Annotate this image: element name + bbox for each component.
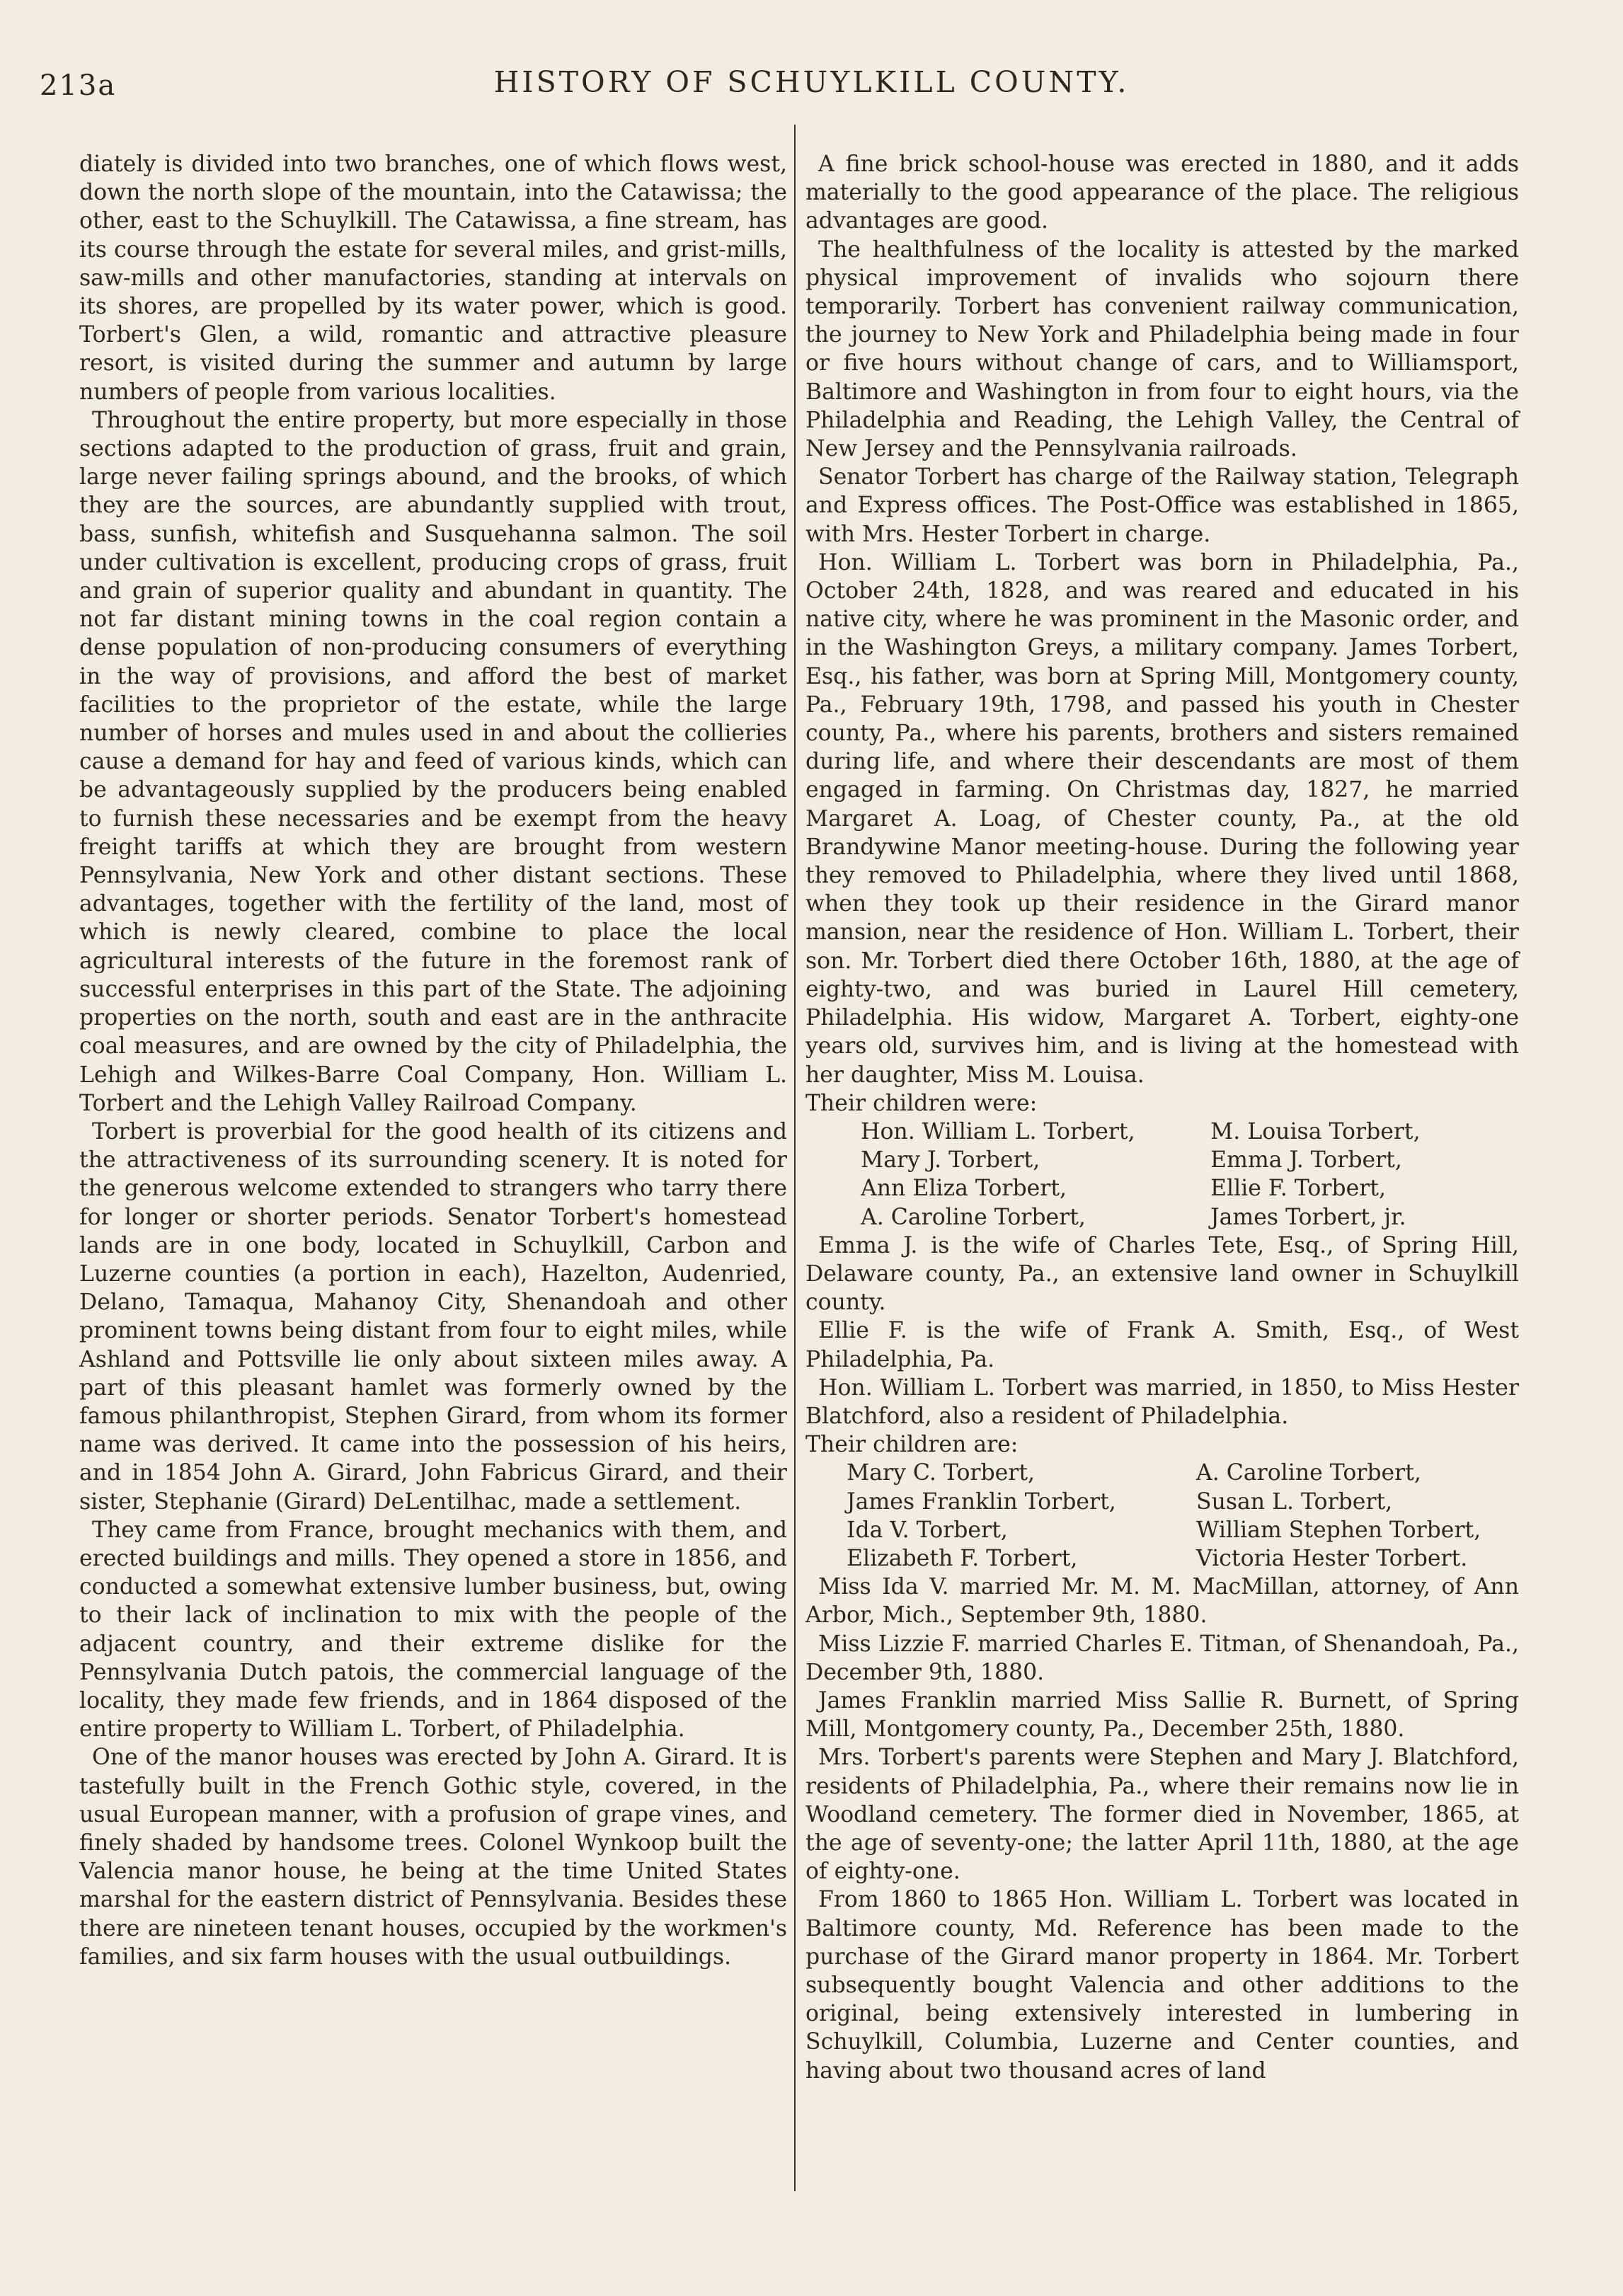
list-item: William Stephen Torbert, [1196, 1517, 1481, 1543]
list-item: Susan L. Torbert, [1196, 1488, 1393, 1515]
list-item: James Franklin Torbert, [847, 1488, 1116, 1515]
paragraph: From 1860 to 1865 Hon. William L. Torbert was located in Baltimore county, Md. Reference has been made to the purchase of the Girard manor property in 1864. Mr. Torbert subsequently bought Valencia and other additions to the original, being extensively interested in lumbering in Schuylkill, Columbia, Luzerne and Center counties, and having about two thousand acres of land [805, 1887, 1519, 2084]
children-intro: Their children are: [805, 1432, 1019, 1458]
paragraph: Mrs. Torbert's parents were Stephen and Mary J. Blatchford, residents of Philadelphia, Pa., where their remains now lie in Woodland cemetery. The former died in November, 1865, at the age of seventy-one; the latter April 11th, 1880, at the age of eighty-one. [805, 1745, 1519, 1885]
children-list [847, 1459, 1519, 1573]
paragraph: Senator Torbert has charge of the Railway station, Telegraph and Express offices. The Post-Office was established in 1865, with Mrs. Hester Torbert in charge. [805, 464, 1519, 547]
list-item: Mary J. Torbert, [861, 1147, 1040, 1173]
list-item: A. Caroline Torbert, [861, 1204, 1086, 1230]
list-item: M. Louisa Torbert, [1210, 1118, 1421, 1144]
children-intro: Their children were: [805, 1090, 1038, 1116]
page-number: 213a [40, 69, 117, 102]
list-item: James Torbert, jr. [1210, 1204, 1406, 1230]
paragraph: Miss Ida V. married Mr. M. M. MacMillan, attorney, of Ann Arbor, Mich., September 9th, 1880. [805, 1574, 1519, 1629]
list-item: Ann Eliza Torbert, [861, 1176, 1067, 1202]
paragraph: James Franklin married Miss Sallie R. Burnett, of Spring Mill, Montgomery county, Pa., December 25th, 1880. [805, 1687, 1519, 1743]
paragraph: The healthfulness of the locality is attested by the marked physical improvement of invalids who sojourn there temporarily. Torbert has convenient railway communication, the journey to New York and Philadelphia being made in four or five hours without change of cars, and to Williamsport, Baltimore and Washington in from four to eight hours, via the Philadelphia and Reading, the Lehigh Valley, the Central of New Jersey and the Pennsylvania railroads. [805, 236, 1519, 462]
list-item: Elizabeth F. Torbert, [847, 1545, 1078, 1571]
right-column [805, 150, 1519, 2085]
left-column [79, 150, 787, 1971]
paragraph: diately is divided into two branches, one of which flows west, down the north slope of the mountain, into the Catawissa; the other, east to the Schuylkill. The Catawissa, a fine stream, has its course through the estate for several miles, and grist-mills, saw-mills and other manufactories, standing at intervals on its shores, are propelled by its water power, which is good. Torbert's Glen, a wild, romantic and attractive pleasure resort, is visited during the summer and autumn by large numbers of people from various localities. [79, 151, 787, 405]
running-title: HISTORY OF SCHUYLKILL COUNTY. [493, 65, 1130, 99]
paragraph: Hon. William L. Torbert was born in Philadelphia, Pa., October 24th, 1828, and was reared and educated in his native city, where he was prominent in the Masonic order, and in the Washington Greys, a military company. James Torbert, Esq., his father, was born at Spring Mill, Montgomery county, Pa., February 19th, 1798, and passed his youth in Chester county, Pa., where his parents, brothers and sisters remained during life, and where their descendants are most of them engaged in farming. On Christmas day, 1827, he married Margaret A. Loag, of Chester county, Pa., at the old Brandywine Manor meeting-house. During the following year they removed to Philadelphia, where they lived until 1868, when they took up their residence in the Girard manor mansion, near the residence of Hon. William L. Torbert, their son. Mr. Torbert died there October 16th, 1880, at the age of eighty-two, and was buried in Laurel Hill cemetery, Philadelphia. His widow, Margaret A. Torbert, eighty-one years old, survives him, and is living at the homestead with her daughter, Miss M. Louisa. [805, 549, 1519, 1088]
paragraph: Hon. William L. Torbert was married, in 1850, to Miss Hester Blatchford, also a resident of Philadelphia. [805, 1374, 1519, 1429]
list-item: Ellie F. Torbert, [1210, 1176, 1386, 1202]
list-item: Ida V. Torbert, [847, 1517, 1008, 1543]
paragraph: Torbert is proverbial for the good health of its citizens and the attractiveness of its surrounding scenery. It is noted for the generous welcome extended to strangers who tarry there for longer or shorter periods. Senator Torbert's homestead lands are in one body, located in Schuylkill, Carbon and Luzerne counties (a portion in each), Hazelton, Audenried, Delano, Tamaqua, Mahanoy City, Shenandoah and other prominent towns being distant from four to eight miles, while Ashland and Pottsville lie only about sixteen miles away. A part of this pleasant hamlet was formerly owned by the famous philanthropist, Stephen Girard, from whom its former name was derived. It came into the possession of his heirs, and in 1854 John A. Girard, John Fabricus Girard, and their sister, Stephanie (Girard) DeLentilhac, made a settlement. [79, 1118, 787, 1515]
column-divider [794, 125, 796, 2191]
list-item: Emma J. Torbert, [1210, 1147, 1402, 1173]
paragraph: They came from France, brought mechanics with them, and erected buildings and mills. They opened a store in 1856, and conducted a somewhat extensive lumber business, but, owing to their lack of inclination to mix with the people of the adjacent country, and their extreme dislike for the Pennsylvania Dutch patois, the commercial language of the locality, they made few friends, and in 1864 disposed of the entire property to William L. Torbert, of Philadelphia. [79, 1517, 787, 1743]
list-item: A. Caroline Torbert, [1196, 1460, 1421, 1486]
paragraph: Throughout the entire property, but more especially in those sections adapted to the production of grass, fruit and grain, large never failing springs abound, and the brooks, of which they are the sources, are abundantly supplied with trout, bass, sunfish, whitefish and Susquehanna salmon. The soil under cultivation is excellent, producing crops of grass, fruit and grain of superior quality and abundant in quantity. The not far distant mining towns in the coal region contain a dense population of non-producing consumers of everything in the way of provisions, and afford the best of market facilities to the proprietor of the estate, while the large number of horses and mules used in and about the collieries cause a demand for hay and feed of various kinds, which can be advantageously supplied by the producers being enabled to furnish these necessaries and be exempt from the heavy freight tariffs at which they are brought from western Pennsylvania, New York and other distant sections. These advantages, together with the fertility of the land, most of which is newly cleared, combine to place the local agricultural interests of the future in the foremost rank of successful enterprises in this part of the State. The adjoining properties on the north, south and east are in the anthracite coal measures, and are owned by the city of Philadelphia, the Lehigh and Wilkes-Barre Coal Company, Hon. William L. Torbert and the Lehigh Valley Railroad Company. [79, 407, 787, 1116]
paragraph: Emma J. is the wife of Charles Tete, Esq., of Spring Hill, Delaware county, Pa., an extensive land owner in Schuylkill county. [805, 1232, 1519, 1316]
list-item: Victoria Hester Torbert. [1196, 1545, 1468, 1571]
page-header [40, 65, 1583, 108]
list-item: Mary C. Torbert, [847, 1460, 1036, 1486]
children-list [861, 1118, 1519, 1232]
list-item: Hon. William L. Torbert, [861, 1118, 1135, 1144]
paragraph: Ellie F. is the wife of Frank A. Smith, Esq., of West Philadelphia, Pa. [805, 1318, 1519, 1372]
paragraph: Miss Lizzie F. married Charles E. Titman, of Shenandoah, Pa., December 9th, 1880. [805, 1631, 1519, 1685]
paragraph: A fine brick school-house was erected in 1880, and it adds materially to the good appearance of the place. The religious advantages are good. [805, 151, 1519, 234]
paragraph: One of the manor houses was erected by John A. Girard. It is tastefully built in the French Gothic style, covered, in the usual European manner, with a profusion of grape vines, and finely shaded by handsome trees. Colonel Wynkoop built the Valencia manor house, he being at the time United States marshal for the eastern district of Pennsylvania. Besides these there are nineteen tenant houses, occupied by the workmen's families, and six farm houses with the usual outbuildings. [79, 1745, 787, 1970]
